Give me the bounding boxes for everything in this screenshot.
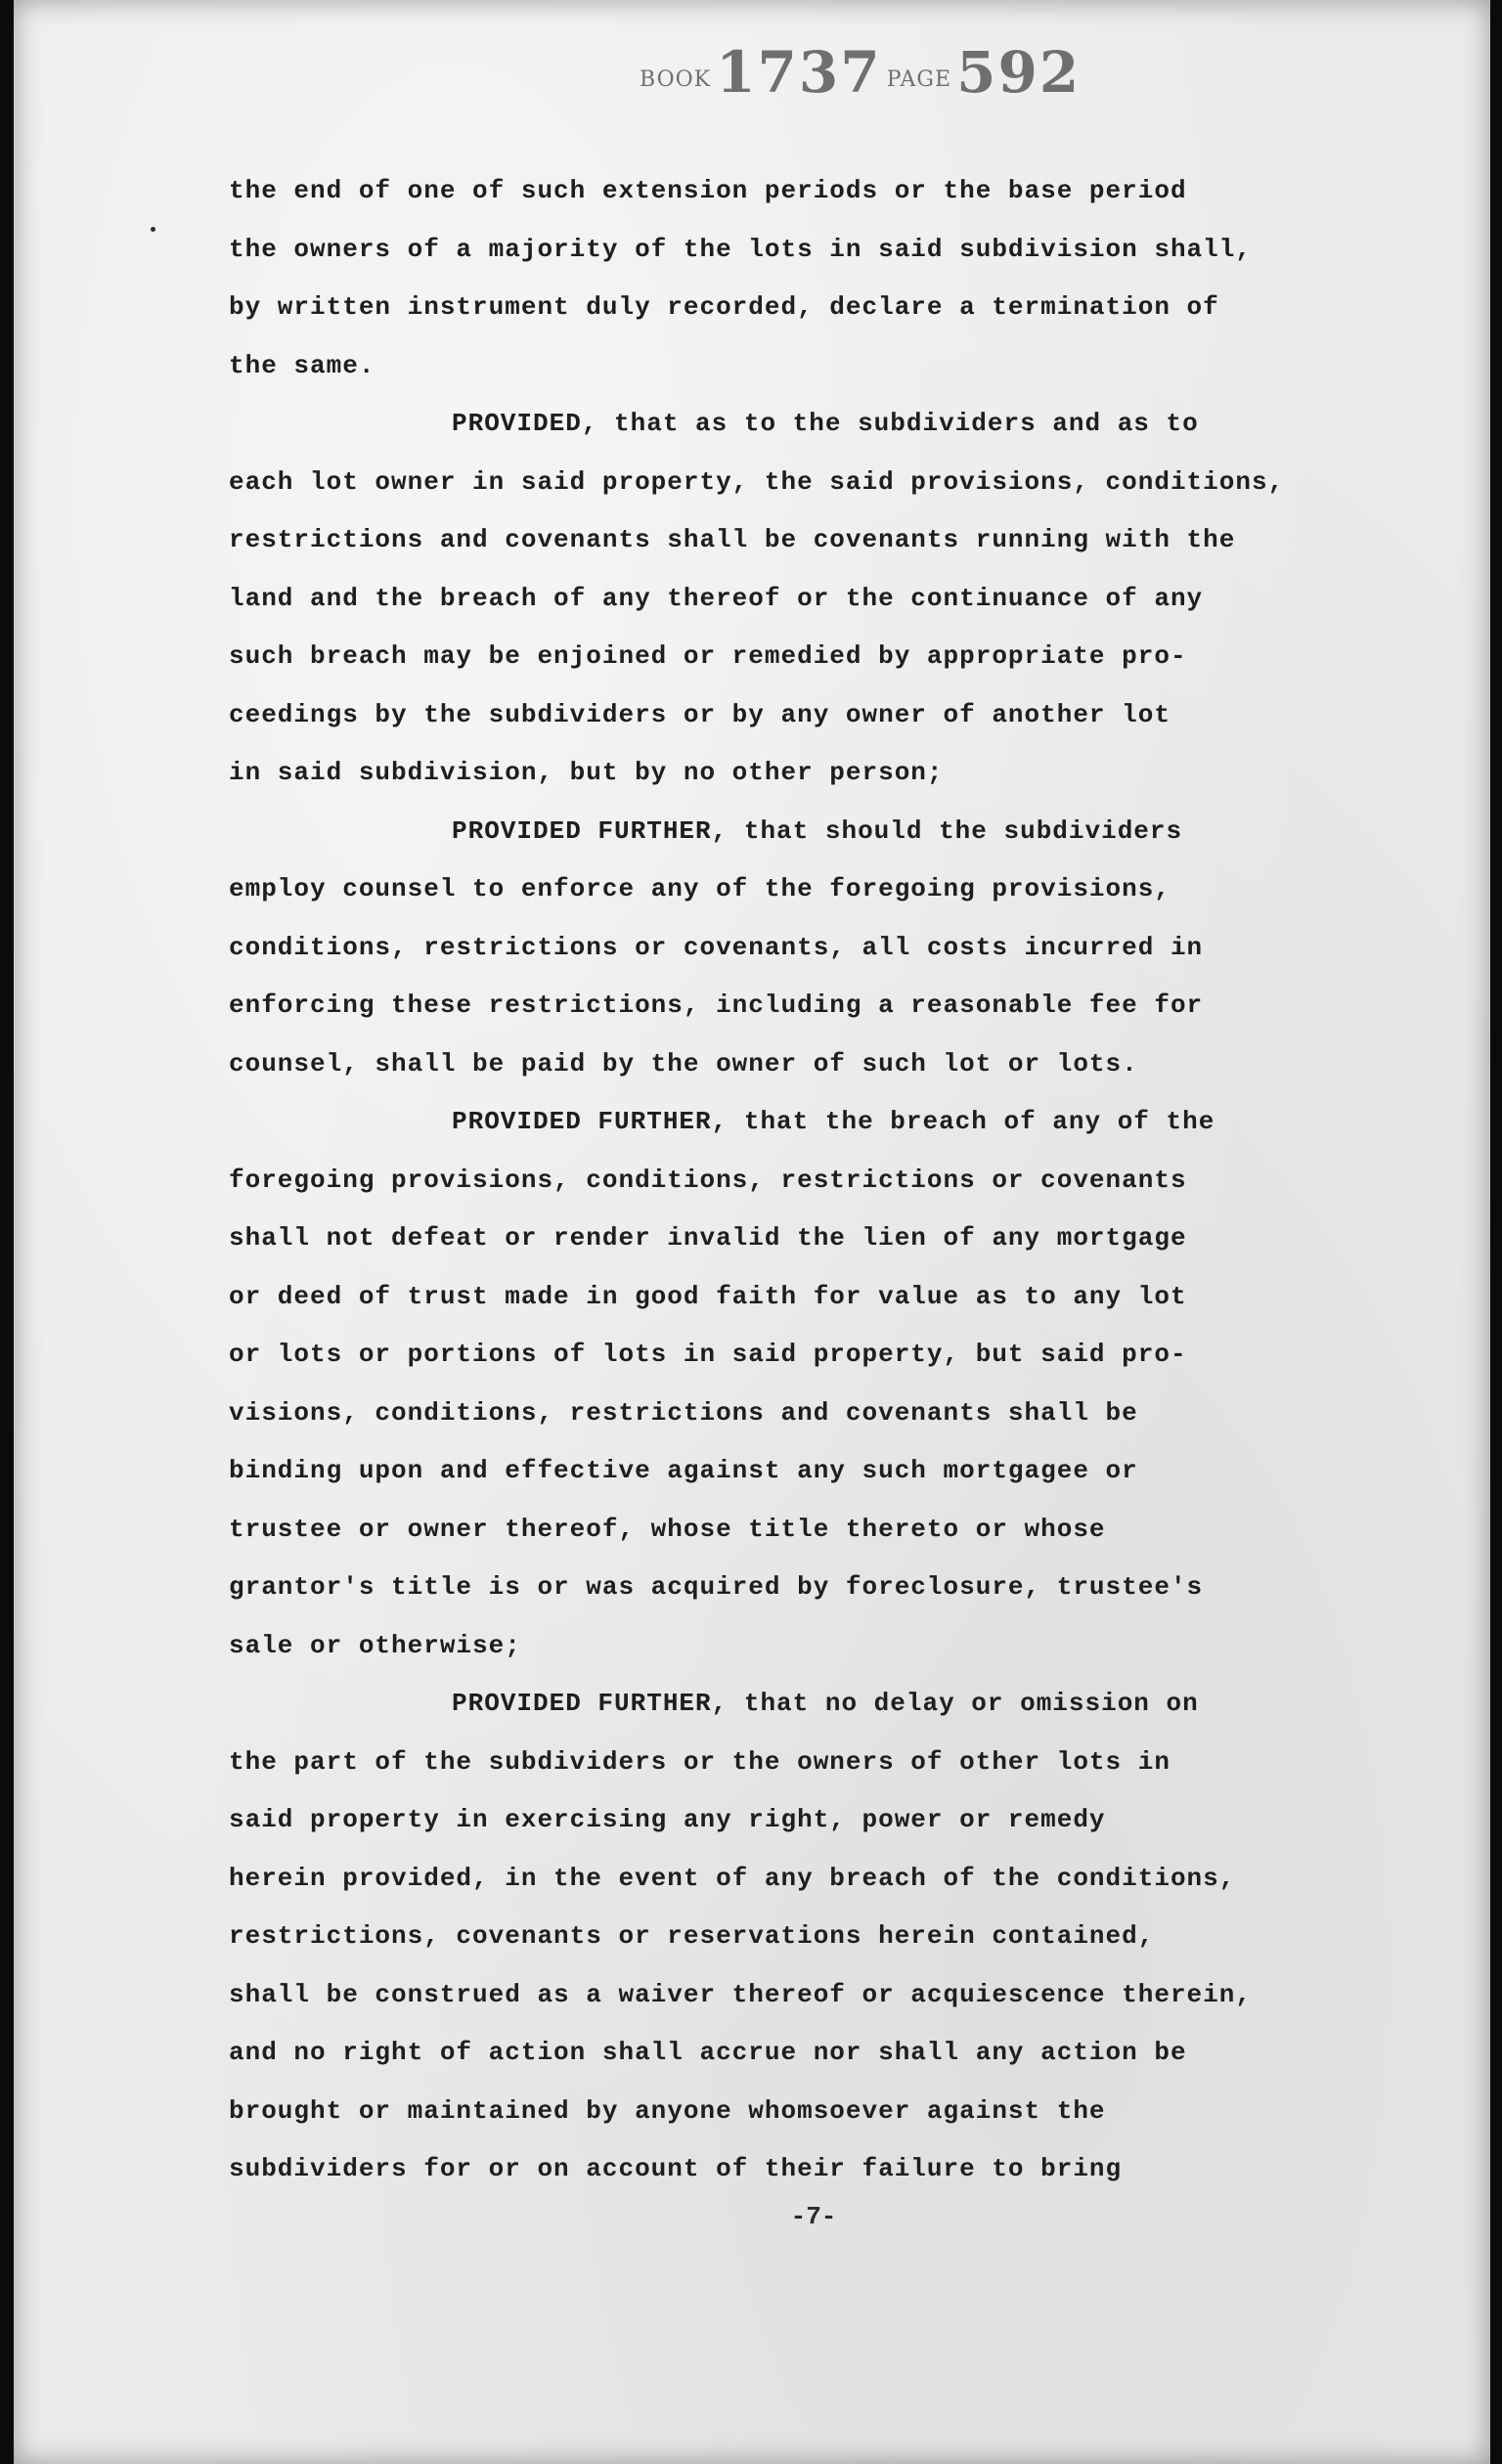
text-line: or deed of trust made in good faith for value as to any lot bbox=[229, 1281, 1187, 1311]
recording-stamp bbox=[640, 39, 1082, 106]
text-line: grantor's title is or was acquired by foreclosure, trustee's bbox=[229, 1572, 1204, 1602]
text-line: or lots or portions of lots in said property, but said pro- bbox=[229, 1340, 1187, 1369]
text-line: subdividers for or on account of their failure to bring bbox=[229, 2154, 1123, 2183]
text-line: the end of one of such extension periods or the base period bbox=[229, 176, 1187, 205]
page-label: PAGE bbox=[886, 67, 952, 92]
text-line: foregoing provisions, conditions, restrictions or covenants bbox=[229, 1165, 1187, 1195]
text-line: sale or otherwise; bbox=[229, 1630, 521, 1660]
text-line: restrictions, covenants or reservations herein contained, bbox=[229, 1921, 1155, 1951]
book-label: BOOK bbox=[640, 67, 712, 92]
text-line: visions, conditions, restrictions and covenants shall be bbox=[229, 1397, 1138, 1428]
text-line: shall be construed as a waiver thereof or acquiescence therein, bbox=[229, 1979, 1252, 2009]
text-line: the same. bbox=[229, 350, 376, 380]
text-line: brought or maintained by anyone whomsoever against the bbox=[229, 2095, 1106, 2126]
stamp-page-number: 592 bbox=[956, 39, 1082, 106]
text-line: in said subdivision, but by no other person; bbox=[229, 758, 944, 787]
page-footer-number: -7- bbox=[790, 2202, 837, 2231]
paragraph-start-line: PROVIDED FURTHER, that the breach of any of the bbox=[452, 1107, 1215, 1136]
text-line: restrictions and covenants shall be covenants running with the bbox=[229, 525, 1236, 554]
document-page bbox=[14, 0, 1490, 2464]
text-line: the owners of a majority of the lots in said subdivision shall, bbox=[229, 234, 1252, 264]
text-line: ceedings by the subdividers or by any owner of another lot bbox=[229, 699, 1171, 729]
text-line: said property in exercising any right, power or remedy bbox=[229, 1805, 1106, 1834]
text-line: such breach may be enjoined or remedied by appropriate pro- bbox=[229, 641, 1187, 671]
paragraph-start-line: PROVIDED, that as to the subdividers and as to bbox=[452, 409, 1199, 438]
text-line: shall not defeat or render invalid the lien of any mortgage bbox=[229, 1223, 1187, 1253]
text-line: counsel, shall be paid by the owner of such lot or lots. bbox=[229, 1048, 1138, 1078]
text-line: and no right of action shall accrue nor shall any action be bbox=[229, 2038, 1187, 2067]
text-line: binding upon and effective against any such mortgagee or bbox=[229, 1456, 1138, 1485]
text-line: conditions, restrictions or covenants, all costs incurred in bbox=[229, 932, 1204, 962]
text-line: employ counsel to enforce any of the foregoing provisions, bbox=[229, 874, 1171, 903]
document-body bbox=[229, 162, 1402, 2199]
book-number: 1737 bbox=[716, 39, 882, 106]
text-line: land and the breach of any thereof or the continuance of any bbox=[229, 583, 1204, 613]
text-line: herein provided, in the event of any breach of the conditions, bbox=[229, 1863, 1236, 1893]
text-line: enforcing these restrictions, including a reasonable fee for bbox=[229, 990, 1204, 1020]
scan-speck bbox=[151, 227, 155, 232]
text-line: the part of the subdividers or the owners of other lots in bbox=[229, 1746, 1171, 1777]
paragraph-start-line: PROVIDED FURTHER, that no delay or omission on bbox=[452, 1689, 1199, 1718]
text-line: trustee or owner thereof, whose title thereto or whose bbox=[229, 1514, 1106, 1544]
text-line: by written instrument duly recorded, declare a termination of bbox=[229, 292, 1219, 322]
text-line: each lot owner in said property, the said provisions, conditions, bbox=[229, 466, 1285, 497]
paragraph-start-line: PROVIDED FURTHER, that should the subdividers bbox=[452, 815, 1183, 846]
